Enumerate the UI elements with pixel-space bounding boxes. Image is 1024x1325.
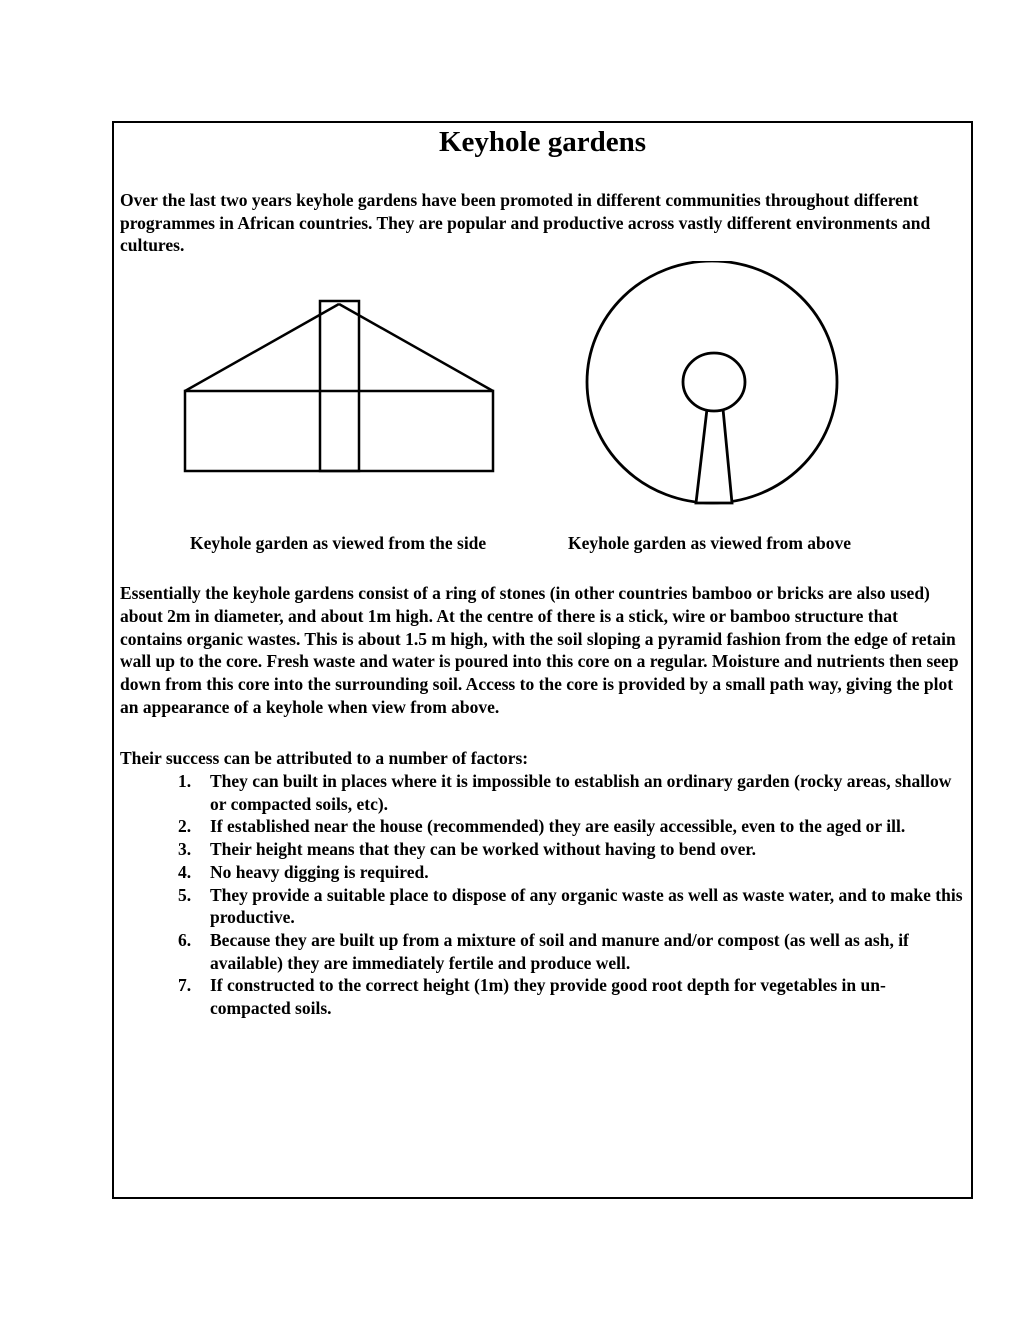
- side-view-caption: Keyhole garden as viewed from the side: [190, 533, 487, 554]
- side-view-core-rect: [320, 301, 359, 471]
- factor-item-6: Because they are built up from a mixture of soil and manure and/or compost (as well as ash, if available) they are immediately fertile and produce well.: [210, 929, 909, 973]
- top-view-core-circle: [683, 353, 745, 411]
- side-view-wall-rect: [185, 391, 493, 471]
- description-paragraph: Essentially the keyhole gardens consist of a ring of stones (in other countries bamboo or bricks are also used) about 2m in diameter, and about 1m high. At the centre of there is a stick, wire or bamboo structure that contains organic wastes. This is about 1.5 m high, with the soil sloping a pyramid fashion from the edge of retain wall up to the core. Fresh waste and water is poured into this core on a regular. Moisture and nutrients then seep down from this core into the surrounding soil. Access to the core is provided by a small path way, giving the plot an appearance of a keyhole when view from above.: [120, 583, 959, 717]
- factor-item-2: If established near the house (recommended) they are easily accessible, even to the aged or ill.: [210, 816, 906, 837]
- top-view-diagram: [587, 261, 837, 503]
- factor-item-1: They can built in places where it is impossible to establish an ordinary garden (rocky areas, shallow or compacted soils, etc).: [210, 771, 952, 814]
- side-view-left-slope-line: [185, 304, 339, 391]
- figures-row: [114, 261, 971, 511]
- factor-item-7: If constructed to the correct height (1m) they provide good root depth for vegetables in un-compacted soils.: [210, 975, 886, 1019]
- page-title: Keyhole gardens: [438, 126, 647, 158]
- top-view-access-path: [696, 409, 732, 503]
- side-view-right-slope-line: [339, 304, 493, 391]
- above-view-caption: Keyhole garden as viewed from above: [568, 533, 852, 554]
- figure-captions: [114, 533, 971, 556]
- document-border-frame: [112, 121, 973, 1199]
- factors-list: [114, 770, 971, 1020]
- keyhole-garden-diagrams: [114, 261, 971, 511]
- factors-heading: Their success can be attributed to a number of factors:: [120, 748, 529, 769]
- intro-paragraph: Over the last two years keyhole gardens have been promoted in different communities throughout different programmes in African countries. They are popular and productive across vastly different environments and cultures.: [120, 190, 931, 256]
- factor-item-4: No heavy digging is required.: [210, 861, 429, 882]
- side-view-diagram: [185, 301, 493, 471]
- factor-item-5: They provide a suitable place to dispose of any organic waste as well as waste water, and to make this productive.: [210, 884, 963, 928]
- factor-item-3: Their height means that they can be worked without having to bend over.: [210, 839, 756, 860]
